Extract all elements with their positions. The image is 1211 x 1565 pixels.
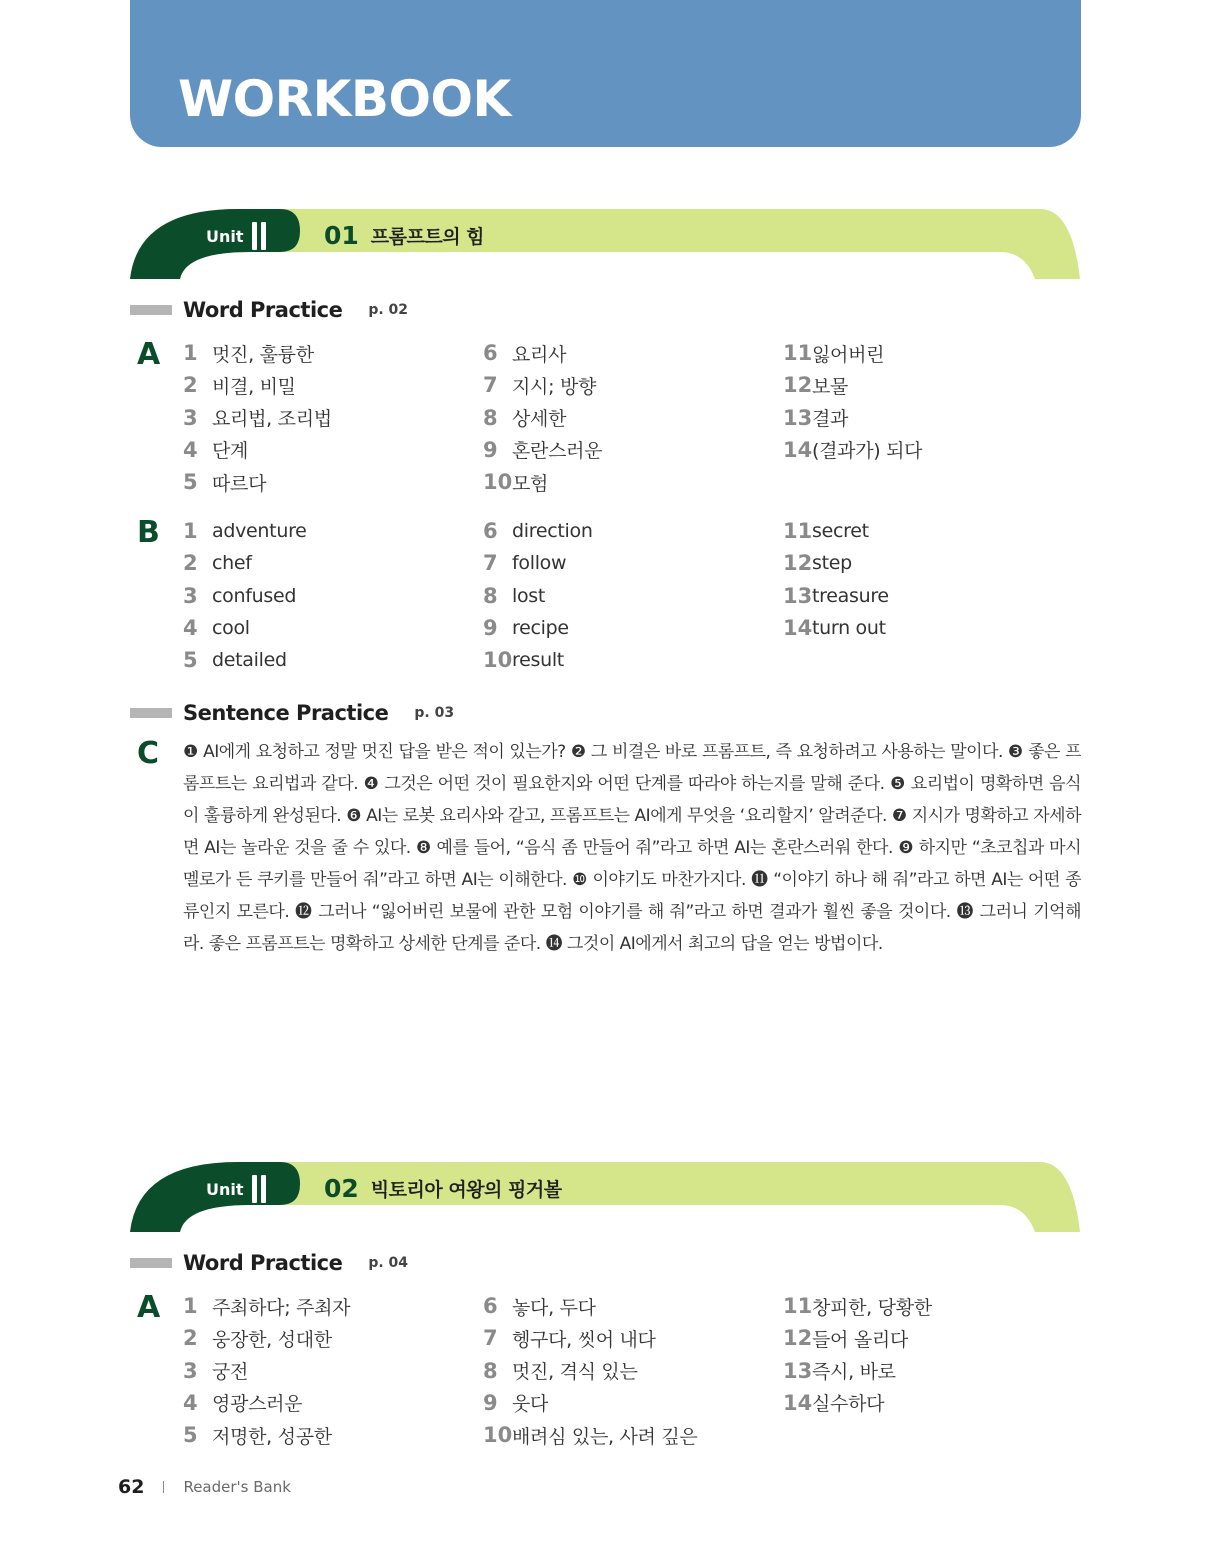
word-item bbox=[783, 580, 889, 612]
word-item bbox=[183, 434, 248, 466]
word-text: adventure bbox=[212, 520, 307, 542]
word-text: follow bbox=[512, 552, 567, 575]
word-number: 10 bbox=[483, 648, 513, 673]
word-item bbox=[483, 402, 566, 434]
page-reference: p. 04 bbox=[368, 1255, 409, 1271]
word-number: 3 bbox=[183, 1358, 198, 1383]
word-item bbox=[483, 1322, 656, 1354]
word-number: 9 bbox=[483, 615, 498, 640]
word-number: 3 bbox=[183, 583, 198, 608]
word-item bbox=[783, 612, 886, 644]
word-item bbox=[483, 369, 596, 401]
word-number: 7 bbox=[483, 551, 498, 576]
word-item bbox=[783, 1322, 908, 1354]
word-number: 5 bbox=[183, 648, 198, 673]
word-number: 13 bbox=[783, 1358, 813, 1383]
word-text: result bbox=[512, 649, 564, 672]
word-text: 보물 bbox=[812, 375, 849, 398]
word-practice-heading: Word Practice p. 02 bbox=[130, 295, 408, 325]
page-footer bbox=[118, 1474, 291, 1500]
word-number: 14 bbox=[783, 615, 813, 640]
word-item bbox=[483, 1387, 548, 1419]
word-item bbox=[183, 1387, 302, 1419]
word-item bbox=[783, 1290, 932, 1322]
word-number: 4 bbox=[183, 615, 198, 640]
word-text: detailed bbox=[212, 649, 287, 672]
section-bar bbox=[130, 305, 172, 315]
word-item bbox=[483, 580, 545, 612]
word-text: 지시; 방향 bbox=[512, 375, 597, 398]
word-item bbox=[483, 466, 548, 498]
word-text: 혼란스러운 bbox=[512, 440, 603, 463]
word-item bbox=[783, 369, 848, 401]
word-item bbox=[183, 1290, 350, 1322]
banner-title: WORKBOOK bbox=[178, 70, 511, 128]
word-number: 11 bbox=[783, 1294, 813, 1318]
word-text: 멋진, 훌륭한 bbox=[212, 343, 314, 366]
word-text: (결과가) 되다 bbox=[812, 440, 923, 463]
word-number: 6 bbox=[483, 519, 498, 543]
word-number: 12 bbox=[783, 373, 813, 398]
unit-label: Unit bbox=[206, 1174, 266, 1204]
word-number: 11 bbox=[783, 341, 813, 365]
exercise-letter-b: B bbox=[137, 515, 160, 550]
lesson-number: 01 bbox=[324, 220, 359, 250]
word-number: 7 bbox=[483, 1326, 498, 1351]
lesson-title: 빅토리아 여왕의 핑거볼 bbox=[370, 1178, 562, 1201]
word-number: 4 bbox=[183, 1390, 198, 1415]
word-item bbox=[483, 1355, 638, 1387]
word-text: 저명한, 성공한 bbox=[212, 1425, 332, 1448]
word-text: treasure bbox=[812, 584, 889, 607]
word-number: 5 bbox=[183, 1423, 198, 1448]
exercise-letter-c: C bbox=[137, 736, 160, 771]
word-number: 13 bbox=[783, 405, 813, 430]
word-text: 즉시, 바로 bbox=[812, 1361, 896, 1384]
word-text: 요리법, 조리법 bbox=[212, 408, 332, 431]
word-text: secret bbox=[812, 520, 869, 542]
word-text: 단계 bbox=[212, 440, 249, 463]
unit-header-ribbon bbox=[130, 1162, 1081, 1232]
word-text: step bbox=[812, 552, 852, 575]
word-text: direction bbox=[512, 520, 593, 542]
word-item bbox=[183, 644, 287, 676]
lesson-title: 프롬프트의 힘 bbox=[370, 225, 485, 248]
word-text: 들어 올리다 bbox=[812, 1328, 909, 1351]
unit-header-01 bbox=[130, 209, 1081, 279]
word-item bbox=[183, 1355, 248, 1387]
word-item bbox=[783, 434, 922, 466]
word-text: 배려심 있는, 사려 깊은 bbox=[512, 1425, 698, 1448]
word-item bbox=[183, 466, 266, 498]
word-number: 3 bbox=[183, 405, 198, 430]
word-text: 따르다 bbox=[212, 472, 267, 495]
word-text: 멋진, 격식 있는 bbox=[512, 1361, 638, 1384]
word-item bbox=[183, 402, 332, 434]
section-bar bbox=[130, 708, 172, 718]
word-number: 2 bbox=[183, 373, 198, 398]
word-item bbox=[183, 1322, 332, 1354]
workbook-banner bbox=[130, 0, 1081, 147]
word-text: recipe bbox=[512, 616, 569, 639]
word-number: 8 bbox=[483, 1358, 498, 1383]
word-number: 11 bbox=[783, 519, 813, 543]
word-text: 영광스러운 bbox=[212, 1393, 303, 1416]
word-number: 9 bbox=[483, 1390, 498, 1415]
book-title: Reader's Bank bbox=[183, 1478, 291, 1496]
word-item bbox=[483, 515, 593, 547]
word-item bbox=[783, 547, 852, 579]
word-text: 실수하다 bbox=[812, 1393, 885, 1416]
unit-roman-two-icon bbox=[252, 222, 266, 250]
word-text: 창피한, 당황한 bbox=[812, 1296, 932, 1319]
word-number: 14 bbox=[783, 1390, 813, 1415]
word-number: 5 bbox=[183, 470, 198, 495]
sentence-translation: ❶ AI에게 요청하고 정말 멋진 답을 받은 적이 있는가? ❷ 그 비결은 바로 프롬프트, 즉 요청하려고 사용하는 말이다. ❸ 좋은 프롬프트는 요리법과 같다. ❹ 그것은 어떤 것이 필요한지와 어떤 단계를 따라야 하는지를 말해 준다. ❺ 요리법이 명확하면 음식이 훌륭하게 완성된다. ❻ AI는 로봇 요리사와 같고, 프롬프트는 AI에게 무엇을 ‘요리할지’ 알려준다. ❼ 지시가 명확하고 자세하면 AI는 놀라운 것을 줄 수 있다. ❽ 예를 들어, “음식 좀 만들어 줘”라고 하면 AI는 혼란스러워 한다. ❾ 하지만 “초코칩과 마시멜로가 든 쿠키를 만들어 줘”라고 하면 AI는 이해한다. ❿ 이야기도 마찬가지다. ⓫ “이야기 하나 해 줘”라고 하면 AI는 어떤 종류인지 모른다. ⓬ 그러나 “잃어버린 보물에 관한 모험 이야기를 해 줘”라고 하면 결과가 훨씬 좋을 것이다. ⓭ 그러니 기억해라. 좋은 프롬프트는 명확하고 상세한 단계를 준다. ⓮ 그것이 AI에게서 최고의 답을 얻는 방법이다. bbox=[183, 742, 1081, 954]
word-item bbox=[783, 515, 869, 547]
lesson-number: 02 bbox=[324, 1173, 359, 1203]
word-number: 1 bbox=[183, 341, 198, 365]
word-item bbox=[783, 1355, 896, 1387]
unit-header-02 bbox=[130, 1162, 1081, 1232]
word-number: 6 bbox=[483, 1294, 498, 1318]
word-text: 놓다, 두다 bbox=[512, 1296, 596, 1319]
word-item bbox=[483, 337, 566, 369]
word-number: 14 bbox=[783, 437, 813, 462]
page-number: 62 bbox=[118, 1476, 145, 1498]
unit-label: Unit bbox=[206, 221, 266, 251]
page-reference: p. 02 bbox=[368, 302, 409, 318]
word-item bbox=[183, 337, 314, 369]
word-text: 웅장한, 성대한 bbox=[212, 1328, 332, 1351]
word-number: 6 bbox=[483, 341, 498, 365]
lesson-heading bbox=[324, 1170, 562, 1206]
word-number: 9 bbox=[483, 437, 498, 462]
word-item bbox=[483, 434, 602, 466]
word-text: 궁전 bbox=[212, 1361, 249, 1384]
word-number: 12 bbox=[783, 1326, 813, 1351]
word-item bbox=[483, 612, 569, 644]
word-item bbox=[483, 547, 566, 579]
word-practice-heading: Word Practice p. 04 bbox=[130, 1248, 408, 1278]
word-item bbox=[183, 547, 252, 579]
word-number: 2 bbox=[183, 551, 198, 576]
word-number: 8 bbox=[483, 583, 498, 608]
exercise-letter-a: A bbox=[137, 1290, 161, 1325]
word-item bbox=[183, 515, 307, 547]
word-number: 13 bbox=[783, 583, 813, 608]
word-number: 10 bbox=[483, 470, 513, 495]
word-item bbox=[183, 1419, 332, 1451]
word-text: 잃어버린 bbox=[812, 343, 885, 366]
word-number: 7 bbox=[483, 373, 498, 398]
word-item bbox=[483, 644, 564, 676]
word-item bbox=[183, 580, 296, 612]
word-number: 1 bbox=[183, 519, 198, 543]
word-text: confused bbox=[212, 584, 297, 607]
sentence-practice-heading: Sentence Practice p. 03 bbox=[130, 698, 454, 728]
word-number: 4 bbox=[183, 437, 198, 462]
word-text: cool bbox=[212, 616, 250, 639]
word-text: turn out bbox=[812, 616, 886, 639]
word-text: 모험 bbox=[512, 472, 549, 495]
page-reference: p. 03 bbox=[414, 705, 455, 721]
word-text: 상세한 bbox=[512, 408, 567, 431]
word-text: 요리사 bbox=[512, 343, 567, 366]
word-item bbox=[783, 337, 884, 369]
word-number: 8 bbox=[483, 405, 498, 430]
word-item bbox=[183, 612, 250, 644]
word-number: 2 bbox=[183, 1326, 198, 1351]
word-item bbox=[183, 369, 296, 401]
lesson-heading bbox=[324, 217, 484, 253]
word-text: 결과 bbox=[812, 408, 849, 431]
word-number: 1 bbox=[183, 1294, 198, 1318]
word-item bbox=[483, 1419, 697, 1451]
exercise-letter-a: A bbox=[137, 337, 161, 372]
word-item bbox=[783, 402, 848, 434]
word-text: 헹구다, 씻어 내다 bbox=[512, 1328, 656, 1351]
unit-roman-two-icon bbox=[252, 1175, 266, 1203]
word-item bbox=[783, 1387, 884, 1419]
footer-divider bbox=[163, 1481, 164, 1493]
word-text: chef bbox=[212, 552, 252, 575]
word-item bbox=[483, 1290, 596, 1322]
word-number: 12 bbox=[783, 551, 813, 576]
unit-header-ribbon bbox=[130, 209, 1081, 279]
word-text: 웃다 bbox=[512, 1393, 549, 1416]
word-text: 주최하다; 주최자 bbox=[212, 1296, 351, 1319]
word-text: lost bbox=[512, 584, 546, 607]
word-text: 비결, 비밀 bbox=[212, 375, 296, 398]
word-number: 10 bbox=[483, 1423, 513, 1448]
section-bar bbox=[130, 1258, 172, 1268]
